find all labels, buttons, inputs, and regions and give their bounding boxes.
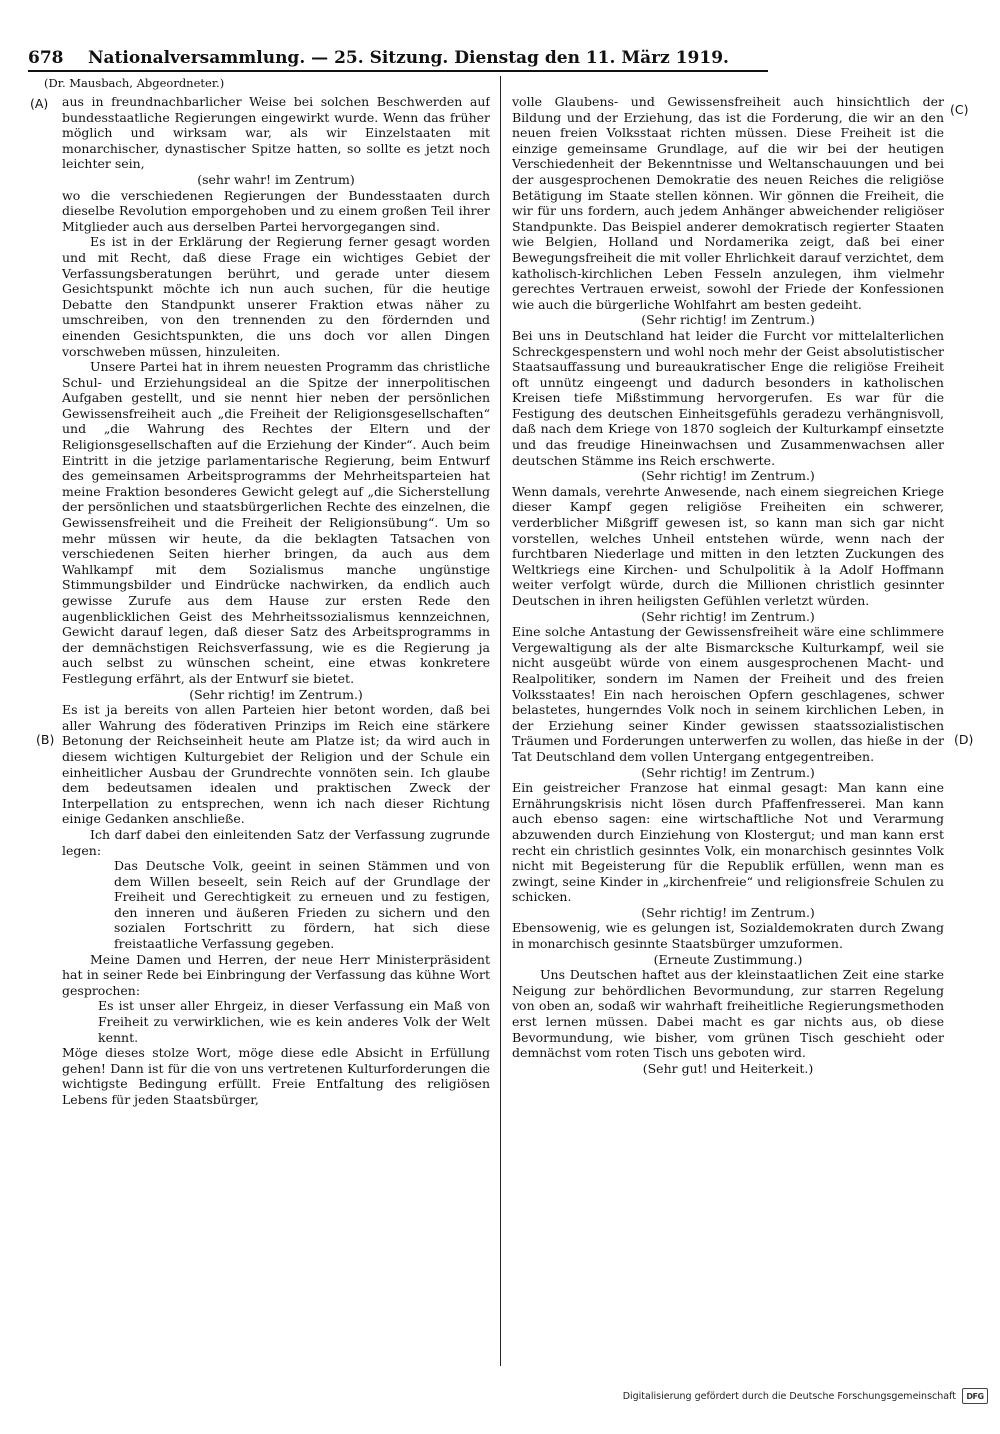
- paragraph: Ich darf dabei den einleitenden Satz der Verfassung zugrunde legen:: [62, 826, 490, 858]
- interjection: (Sehr richtig! im Zentrum.): [641, 468, 815, 484]
- left-column: [62, 94, 490, 1372]
- header-title: Nationalversammlung. — 25. Sitzung. Dienstag den 11. März 1919.: [88, 48, 729, 68]
- paragraph: volle Glaubens- und Gewissensfreiheit auch hinsichtlich der Bildung und der Erziehung, das ist die Forderung, die wir an den neuen freien Volksstaat richten müssen. Diese Freiheit ist die einzige gemeinsame Grundlage, auf die wir bei der heutigen Verschiedenheit der Bekenntnisse und Weltanschauungen und bei der ausgesprochenen Demokratie des neuen Reiches die religiöse Betätigung im Staate stellen können. Wir gönnen die Freiheit, die wir für uns fordern, auch jedem Anhänger abweichender religiöser Standpunkte. Das Beispiel anderer demokratisch regierter Staaten wie Belgien, Holland und Nordamerika zeigt, daß bei einer Bewegungsfreiheit die mit voller Ehrlichkeit darauf verzichtet, dem katholisch-kirchlichen Leben Fesseln anzulegen, ihm vielmehr gerechtes Vertrauen erweist, sowohl der Friede der Konfessionen wie auch die bürgerliche Wohlfahrt am besten gedeiht.: [512, 94, 944, 312]
- interjection: (Sehr richtig! im Zentrum.): [641, 608, 815, 624]
- interjection: (Erneute Zustimmung.): [653, 951, 803, 967]
- column-divider: [500, 76, 501, 1366]
- paragraph: aus in freundnachbarlicher Weise bei solchen Beschwerden auf bundesstaatliche Regierungen eingewirkt wurde. Wenn das früher möglich und wirksam war, als wir Einzelstaaten mit monarchischer, dynastischer Spitze hatten, so sollte es jetzt noch leichter sein,: [62, 94, 490, 172]
- interjection: (Sehr richtig! im Zentrum.): [641, 312, 815, 328]
- paragraph: Möge dieses stolze Wort, möge diese edle Absicht in Erfüllung gehen! Dann ist für die von uns vertretenen Kulturforderungen die wichtigste Bedingung erfüllt. Freie Entfaltung des religiösen Lebens für jeden Staatsbürger,: [62, 1045, 490, 1107]
- running-header: [28, 48, 768, 72]
- interjection: (Sehr richtig! im Zentrum.): [189, 686, 363, 702]
- paragraph: Wenn damals, verehrte Anwesende, nach einem siegreichen Kriege dieser Kampf gegen religiöse Freiheiten ein schwerer, verderblicher Mißgriff gewesen ist, so kann man sich gar nicht vorstellen, welches Unheil entstehen würde, wenn nach der furchtbaren Niederlage und mitten in den letzten Zuckungen des Weltkriegs eine Kirchen- und Schulpolitik à la Adolf Hoffmann weiter verfolgt würde, durch die Millionen christlich gesinnter Deutschen in ihren heiligsten Gefühlen verletzt würden.: [512, 483, 944, 608]
- paragraph: Ebensowenig, wie es gelungen ist, Sozialdemokraten durch Zwang in monarchisch gesinnte Staatsbürger umzuformen.: [512, 920, 944, 952]
- paragraph: Unsere Partei hat in ihrem neuesten Programm das christliche Schul- und Erziehungsideal an die Spitze der innerpolitischen Aufgaben gestellt, und sie nennt hier neben der persönlichen Gewissensfreiheit auch „die Freiheit der Religionsgesellschaften“ und „die Wahrung des Rechtes der Eltern und der Religionsgesellschaften auf die Erziehung der Kinder“. Auch beim Eintritt in die jetzige parlamentarische Regierung, beim Entwurf des gemeinsamen Arbeitsprogramms der Mehrheitsparteien hat meine Fraktion besonderes Gewicht gelegt auf „die Sicherstellung der persönlichen und staatsbürgerlichen Rechte des einzelnen, die Gewissensfreiheit und die Freiheit der Religionsübung“. Um so mehr müssen wir heute, da die beklagten Tatsachen von verschiedenen Seiten hierher bringen, da auch aus dem Wahlkampf mit dem Sozialismus manche ungünstige Stimmungsbilder und Eindrücke nachwirken, da endlich auch gewisse Zurufe aus dem Hause zur ersten Rede den augenblicklichen Geist des Mehrheitssozialismus kennzeichnen, Gewicht darauf legen, daß dieser Satz des Arbeitsprogramms in der demnächstigen Reichsverfassung, wie es die Regierung ja auch selbst zu wünschen scheint, eine etwas konkretere Festlegung erfährt, als der Entwurf sie bietet.: [62, 359, 490, 686]
- paragraph: Meine Damen und Herren, der neue Herr Ministerpräsident hat in seiner Rede bei Einbringung der Verfassung das kühne Wort gesprochen:: [62, 951, 490, 998]
- quotation: Das Deutsche Volk, geeint in seinen Stämmen und von dem Willen beseelt, sein Reich auf der Grundlage der Freiheit und Gerechtigkeit zu erneuen und zu festigen, den inneren und äußeren Frieden zu sichern und den sozialen Fortschritt zu fördern, hat sich diese freistaatliche Verfassung gegeben.: [114, 858, 490, 952]
- speaker-line: (Dr. Mausbach, Abgeordneter.): [44, 76, 225, 90]
- paragraph: Es ist in der Erklärung der Regierung ferner gesagt worden und mit Recht, daß diese Frage ein wichtiges Gebiet der Verfassungsberatungen berührt, und gerade unter diesem Gesichtspunkt möchte ich nun auch suchen, für die heutige Debatte den Standpunkt unserer Fraktion etwas näher zu umschreiben, von den trennenden zu den fördernden und einenden Gesichtspunkten, die uns doch vor allen Dingen vorschweben müssen, hinzuleiten.: [62, 234, 490, 359]
- paragraph: Bei uns in Deutschland hat leider die Furcht vor mittelalterlichen Schreckgespenstern und wohl noch mehr der Geist absolutistischer Staatsauffassung und bureaukratischer Enge die religiöse Freiheit oft unnütz eingeengt und dadurch besonders in katholischen Kreisen tiefe Mißstimmung hervorgerufen. Es war für die Festigung des deutschen Einheitsgefühls geradezu verhängnisvoll, daß nach dem Kriege von 1870 sogleich der Kulturkampf einsetzte und das freudige Hineinwachsen und Zusammenwachsen aller deutschen Stämme ins Reich erschwerte.: [512, 327, 944, 468]
- margin-marker-d: (D): [954, 732, 974, 747]
- paragraph: wo die verschiedenen Regierungen der Bundesstaaten durch dieselbe Revolution emporgehoben und zu einem großen Teil ihrer Mitglieder auch aus derselben Partei hervorgegangen sind.: [62, 187, 490, 234]
- footer: [623, 1388, 988, 1404]
- right-column: [512, 94, 944, 1372]
- interjection: (Sehr richtig! im Zentrum.): [641, 764, 815, 780]
- margin-marker-c: (C): [950, 102, 969, 117]
- dfg-logo-icon: DFG: [962, 1388, 988, 1404]
- quotation: Es ist unser aller Ehrgeiz, in dieser Verfassung ein Maß von Freiheit zu verwirklichen, wie es kein anderes Volk der Welt kennt.: [98, 998, 490, 1045]
- paragraph: Ein geistreicher Franzose hat einmal gesagt: Man kann eine Ernährungskrisis nicht lösen durch Pfaffenfresserei. Man kann auch ebenso sagen: eine wirtschaftliche Not und Verarmung abzuwenden durch Einziehung von Klostergut; und man kann erst recht ein christlich gesinntes Volk, ein monarchisch gesinntes Volk nicht mit Begeisterung für die Republik erfüllen, wenn man es zwingt, seine Kinder in „kirchenfreie“ und religionsfreie Schulen zu schicken.: [512, 780, 944, 905]
- paragraph: Eine solche Antastung der Gewissensfreiheit wäre eine schlimmere Vergewaltigung als der alte Bismarcksche Kulturkampf, weil sie nicht ausgeübt würde von einem ausgesprochenen Macht- und Realpolitiker, sondern im Namen der Freiheit und des freien Volksstaates! Ein nach heroischen Opfern geschlagenes, schwer belastetes, hungerndes Volk noch in seinem kirchlichen Leben, in der Erziehung seiner Kinder gewissen staatssozialistischen Träumen und Forderungen unterwerfen zu wollen, das hieße in der Tat Deutschland dem vollen Untergang entgegentreiben.: [512, 624, 944, 764]
- page-number: 678: [28, 48, 64, 68]
- interjection: (Sehr gut! und Heiterkeit.): [642, 1060, 814, 1076]
- margin-marker-a: (A): [30, 96, 49, 111]
- interjection: (Sehr richtig! im Zentrum.): [641, 904, 815, 920]
- paragraph: Uns Deutschen haftet aus der kleinstaatlichen Zeit eine starke Neigung zur behördlichen Bevormundung, zur starren Regelung von oben an, sodaß wir wahrhaft freiheitliche Regierungsmethoden erst lernen müssen. Dabei macht es gar nichts aus, ob diese Bevormundung, wie bisher, vom grünen Tisch geschieht oder demnächst vom roten Tisch uns geboten wird.: [512, 967, 944, 1061]
- footer-credit: Digitalisierung gefördert durch die Deutsche Forschungsgemeinschaft: [622, 1390, 956, 1402]
- paragraph: Es ist ja bereits von allen Parteien hier betont worden, daß bei aller Wahrung des föderativen Prinzips im Reich eine stärkere Betonung der Reichseinheit heute am Platze ist; da wird auch in diesem wichtigen Kulturgebiet der Religion und der Schule ein einheitlicher Ausbau der Grundrechte vonnöten sein. Ich glaube dem bedeutsamen idealen und praktischen Zweck der Interpellation zu entsprechen, wenn ich nach dieser Richtung einige Gedanken anschließe.: [62, 702, 490, 827]
- interjection: (sehr wahr! im Zentrum): [197, 171, 355, 187]
- margin-marker-b: (B): [36, 732, 55, 747]
